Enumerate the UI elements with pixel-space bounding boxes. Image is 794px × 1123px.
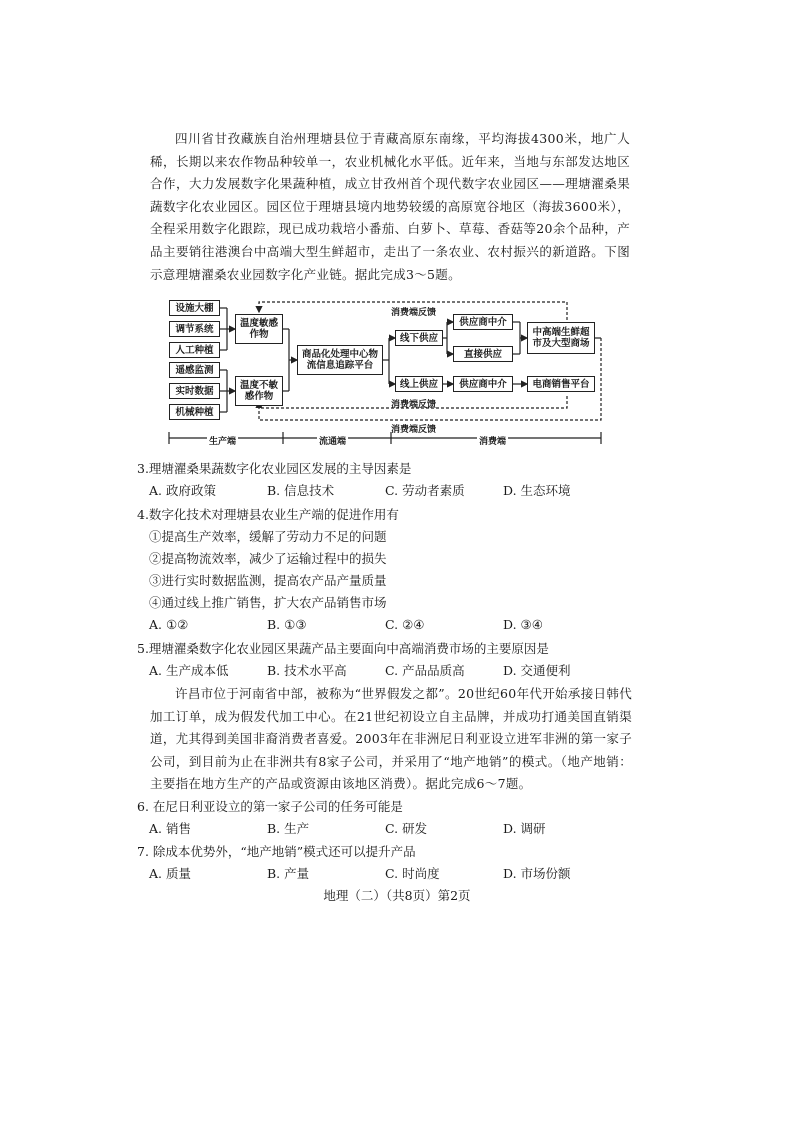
option-b[interactable]: B. ①③ xyxy=(267,617,307,632)
question-4-items xyxy=(149,526,637,614)
option-a[interactable]: A. 质量 xyxy=(149,866,191,881)
option-d[interactable]: D. 调研 xyxy=(503,821,546,836)
question-4-stem: 4.数字化技术对理塘县农业生产端的促进作用有 xyxy=(137,507,399,522)
crop-temperature-sensitive: 温度敏感作物 xyxy=(235,314,283,344)
segment-circulation: 流通端 xyxy=(317,434,348,447)
question-5-stem: 5.理塘濯桑数字化农业园区果蔬产品主要面向中高端消费市场的主要原因是 xyxy=(137,641,549,656)
supplier-agent-offline: 供应商中介 xyxy=(453,314,513,330)
question-7-options xyxy=(149,863,637,885)
option-b[interactable]: B. 信息技术 xyxy=(267,483,335,498)
segment-consumption: 消费端 xyxy=(477,434,508,447)
ecommerce-platform: 电商销售平台 xyxy=(527,376,595,392)
statement-1: ①提高生产效率，缓解了劳动力不足的问题 xyxy=(149,529,387,544)
input-greenhouse: 设施大棚 xyxy=(169,300,220,316)
option-a[interactable]: A. 销售 xyxy=(149,821,191,836)
option-d[interactable]: D. 生态环境 xyxy=(503,483,571,498)
input-realtime-data: 实时数据 xyxy=(169,383,220,399)
option-b[interactable]: B. 生产 xyxy=(267,821,310,836)
option-c[interactable]: C. 劳动者素质 xyxy=(385,483,465,498)
input-control-system: 调节系统 xyxy=(169,321,220,337)
feedback-label-top: 消费端反馈 xyxy=(391,308,437,318)
question-3-stem: 3.理塘濯桑果蔬数字化农业园区发展的主导因素是 xyxy=(137,461,412,476)
option-a[interactable]: A. ①② xyxy=(149,617,189,632)
online-supply: 线上供应 xyxy=(395,376,443,392)
page-footer: 地理（二）（共8页）第2页 xyxy=(323,888,471,903)
option-a[interactable]: A. 生产成本低 xyxy=(149,663,229,678)
option-a[interactable]: A. 政府政策 xyxy=(149,483,216,498)
option-b[interactable]: B. 产量 xyxy=(267,866,310,881)
option-c[interactable]: C. 时尚度 xyxy=(385,866,440,881)
question-3-options xyxy=(149,480,637,502)
question-6 xyxy=(137,796,637,840)
center-processing-platform: 商品化处理中心物流信息追踪平台 xyxy=(297,345,383,375)
passage-xuchang-text: 许昌市位于河南省中部，被称为“世界假发之都”。20世纪60年代开始承接日韩代加工订单，成为假发代加工中心。在21世纪初设立自主品牌，并成功打通美国直销渠道，尤其得到美国非裔消费者喜爱。2003年在非洲尼日利亚设立进军非洲的第一家子公司，到目前为止在非洲共有8家子公司，并采用了“地产地销”的模式。（地产地销：主要指在地方生产的产品或资源由该地区消费）。据此完成6～7题。 xyxy=(150,686,632,792)
crop-temperature-insensitive: 温度不敏感作物 xyxy=(235,376,283,406)
question-4 xyxy=(137,504,637,636)
statement-2: ②提高物流效率，减少了运输过程中的损失 xyxy=(149,551,387,566)
option-d[interactable]: D. 市场份额 xyxy=(503,866,571,881)
option-c[interactable]: C. 产品品质高 xyxy=(385,663,465,678)
high-end-supermarket: 中高端生鲜超市及大型商场 xyxy=(527,322,595,354)
option-c[interactable]: C. 研发 xyxy=(385,821,428,836)
direct-supply: 直接供应 xyxy=(453,346,513,362)
question-7-stem: 7. 除成本优势外，“地产地销”模式还可以提升产品 xyxy=(137,844,416,859)
feedback-label-middle: 消费端反馈 xyxy=(391,400,437,410)
passage-xuchang xyxy=(150,683,632,796)
passage-litang xyxy=(150,128,630,286)
segment-production: 生产端 xyxy=(207,434,238,447)
option-c[interactable]: C. ②④ xyxy=(385,617,425,632)
question-4-options xyxy=(149,614,637,636)
question-6-options xyxy=(149,818,637,840)
option-b[interactable]: B. 技术水平高 xyxy=(267,663,347,678)
option-d[interactable]: D. 交通便利 xyxy=(503,663,571,678)
question-6-stem: 6. 在尼日利亚设立的第一家子公司的任务可能是 xyxy=(137,799,403,814)
statement-4: ④通过线上推广销售，扩大农产品销售市场 xyxy=(149,595,387,610)
supplier-agent-online: 供应商中介 xyxy=(453,376,513,392)
input-manual-planting: 人工种植 xyxy=(169,342,220,358)
question-3 xyxy=(137,458,637,502)
question-5-options xyxy=(149,660,637,682)
feedback-label-bottom: 消费端反馈 xyxy=(391,425,437,435)
industry-chain-diagram xyxy=(165,298,607,458)
question-7 xyxy=(137,841,637,885)
offline-supply: 线下供应 xyxy=(395,330,443,346)
statement-3: ③进行实时数据监测，提高农产品产量质量 xyxy=(149,573,387,588)
input-remote-sensing: 遥感监测 xyxy=(169,362,220,378)
passage-litang-text: 四川省甘孜藏族自治州理塘县位于青藏高原东南缘，平均海拔4300米，地广人稀，长期以来农作物品种较单一，农业机械化水平低。近年来，当地与东部发达地区合作，大力发展数字化果蔬种植，成立甘孜州首个现代数字农业园区——理塘濯桑果蔬数字化农业园区。园区位于理塘县境内地势较缓的高原宽谷地区（海拔3600米），全程采用数字化跟踪，现已成功栽培小番茄、白萝卜、草莓、香菇等20余个品种，产品主要销往港澳台中高端大型生鲜超市，走出了一条农业、农村振兴的新道路。下图示意理塘濯桑农业园数字化产业链。据此完成3～5题。 xyxy=(150,131,630,282)
input-mechanized-planting: 机械种植 xyxy=(169,404,220,420)
option-d[interactable]: D. ③④ xyxy=(503,617,543,632)
question-5 xyxy=(137,638,637,682)
